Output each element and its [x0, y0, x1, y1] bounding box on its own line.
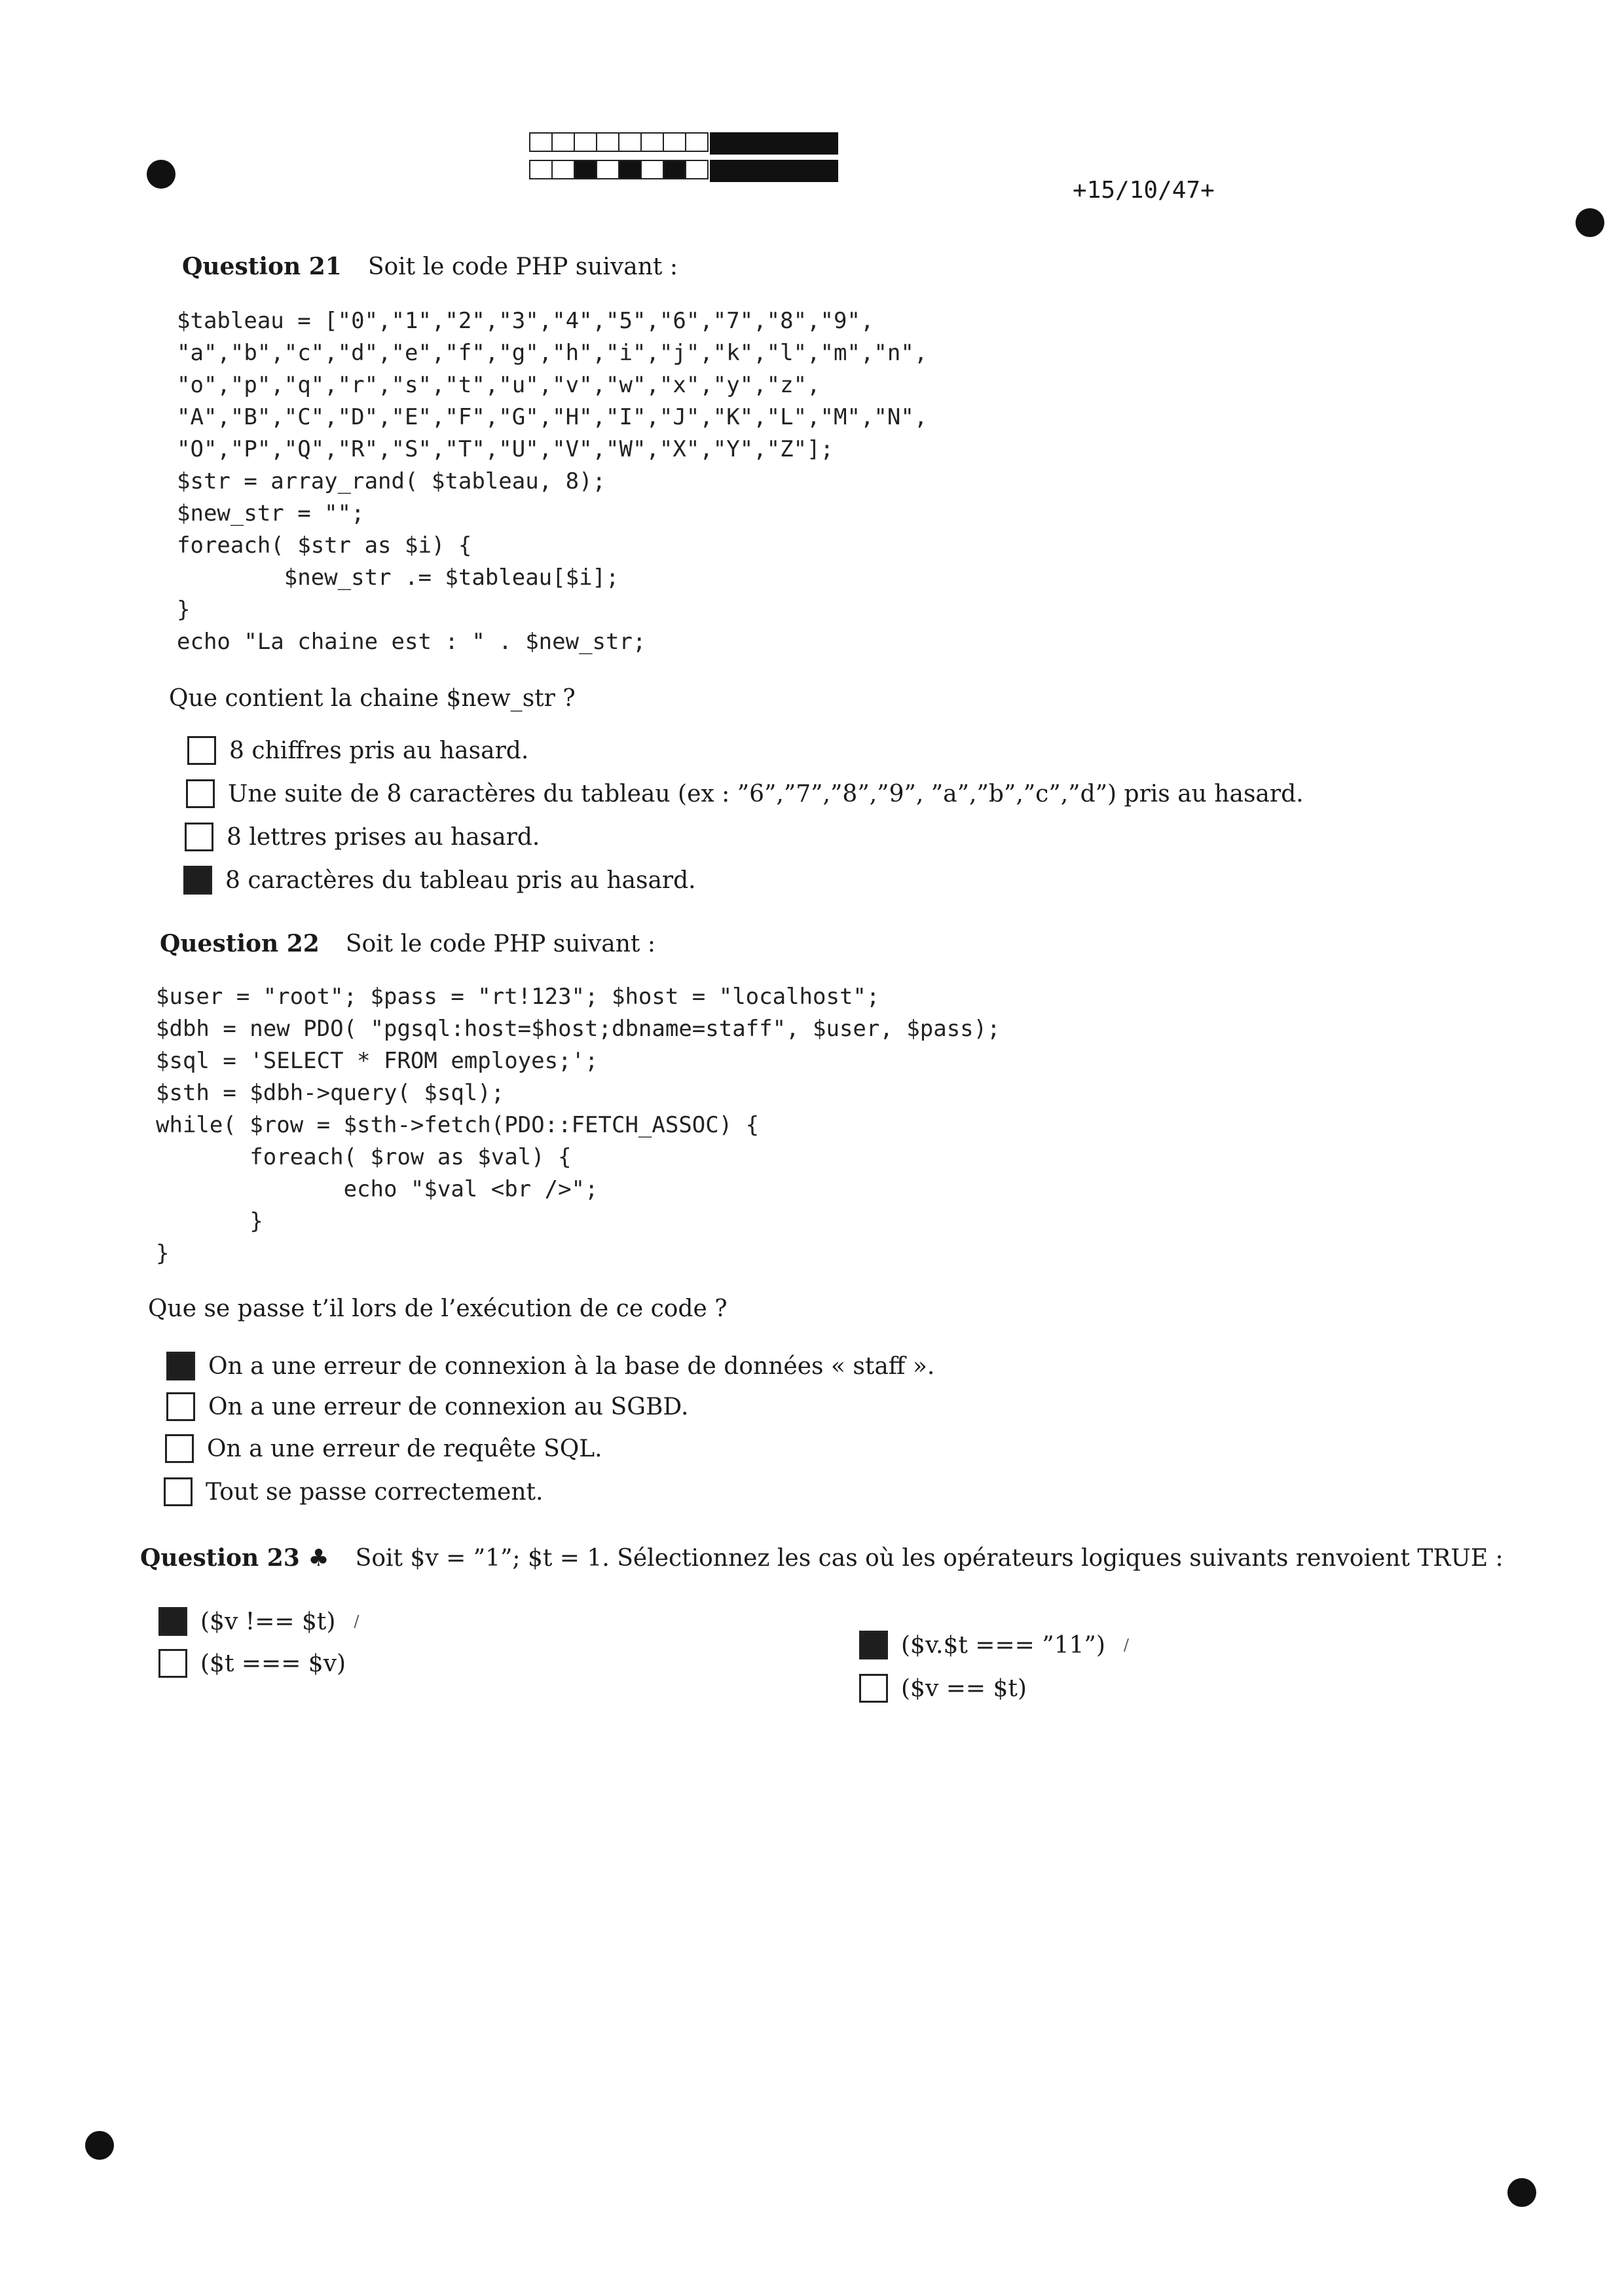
question-intro: Soit $v = ”1”; $t = 1. Sélectionnez les cas où les opérateurs logiques suivants renvoient TRUE : — [355, 1545, 1504, 1572]
question-23-option-2[interactable] — [158, 1649, 346, 1678]
question-22-option-3[interactable] — [165, 1434, 602, 1463]
option-label: Tout se passe correctement. — [206, 1478, 544, 1506]
checkbox-checked[interactable] — [166, 1352, 195, 1380]
checkbox[interactable] — [186, 779, 215, 808]
registration-mark-bottom-left — [85, 2131, 114, 2160]
option-label: Une suite de 8 caractères du tableau (ex : ”6”,”7”,”8”,”9”, ”a”,”b”,”c”,”d”) pris au hasard. — [228, 780, 1304, 807]
option-label: On a une erreur de requête SQL. — [207, 1435, 602, 1462]
question-21-prompt: Que contient la chaine $new_str ? — [169, 685, 576, 712]
checkbox[interactable] — [165, 1434, 194, 1463]
club-icon: ♣ — [308, 1544, 329, 1572]
question-22-header — [160, 930, 655, 957]
question-23-option-1[interactable] — [158, 1607, 359, 1636]
registration-mark-top-left — [147, 160, 175, 189]
question-22-prompt: Que se passe t’il lors de l’exécution de ce code ? — [148, 1295, 728, 1322]
checkbox-checked[interactable] — [158, 1607, 187, 1636]
question-23-option-3[interactable] — [859, 1631, 1129, 1659]
option-label: On a une erreur de connexion à la base de données « staff ». — [208, 1352, 935, 1380]
checkbox[interactable] — [164, 1477, 193, 1506]
option-label: 8 lettres prises au hasard. — [227, 823, 540, 851]
option-label: 8 caractères du tableau pris au hasard. — [225, 866, 696, 894]
question-22-option-1[interactable] — [166, 1352, 934, 1380]
question-21-option-2[interactable] — [186, 779, 1304, 808]
page-id: +15/10/47+ — [1073, 177, 1215, 204]
checkbox[interactable] — [158, 1649, 187, 1678]
checkbox-checked[interactable] — [859, 1631, 888, 1659]
option-label: ($v == $t) — [901, 1675, 1027, 1702]
question-22-code: $user = "root"; $pass = "rt!123"; $host = "localhost"; $dbh = new PDO( "pgsql:host=$host;dbname=staff", $user, $pass); $sql = 'SELECT * FROM employes;'; $sth = $dbh->query( $sql); while( $row = $sth->fetch(PDO::FETCH_ASSOC) { foreach( $row as $val) { echo "$val <br />"; } } — [156, 984, 1001, 1267]
checkbox[interactable] — [187, 736, 216, 765]
page-barcode-top — [529, 132, 838, 155]
question-21-code: $tableau = ["0","1","2","3","4","5","6","7","8","9", "a","b","c","d","e","f","g","h","i","j","k","l","m","n", "o","p","q","r","s","t","u","v","w","x","y","z", "A","B","C","D","E","F","G","H","I","J","K","L","M","N", "O","P","Q","R","S","T","U","V","W","X","Y","Z"]; $str = array_rand( $tableau, 8); $new_str = ""; foreach( $str as $i) { $new_str .= $tableau[$i]; } echo "La chaine est : " . $new_str; — [177, 308, 928, 655]
question-21-option-3[interactable] — [185, 823, 540, 851]
question-23-header — [140, 1544, 1504, 1572]
question-intro: Soit le code PHP suivant : — [367, 253, 678, 280]
option-label: ($t === $v) — [200, 1650, 346, 1677]
question-number: Question 22 — [160, 930, 320, 957]
option-label: ($v !== $t) — [200, 1608, 336, 1635]
question-21-option-4[interactable] — [183, 866, 696, 895]
question-intro: Soit le code PHP suivant : — [345, 931, 655, 957]
checkbox-checked[interactable] — [183, 866, 212, 895]
option-label: ($v.$t === ”11”) — [901, 1631, 1105, 1659]
question-22-option-4[interactable] — [164, 1477, 543, 1506]
option-label: 8 chiffres pris au hasard. — [229, 737, 529, 764]
question-number: Question 23 ♣ — [140, 1544, 329, 1572]
checkbox[interactable] — [859, 1674, 888, 1703]
pencil-tick-icon: / — [1123, 1636, 1129, 1654]
question-number: Question 21 — [182, 253, 342, 280]
page-barcode-bottom — [529, 160, 838, 182]
question-21-header — [182, 253, 678, 280]
registration-mark-bottom-right — [1507, 2178, 1536, 2207]
question-21-option-1[interactable] — [187, 736, 528, 765]
question-22-option-2[interactable] — [166, 1392, 688, 1421]
checkbox[interactable] — [166, 1392, 195, 1421]
registration-mark-top-right — [1576, 208, 1604, 237]
option-label: On a une erreur de connexion au SGBD. — [208, 1393, 689, 1420]
pencil-tick-icon: / — [354, 1612, 360, 1631]
checkbox[interactable] — [185, 823, 213, 851]
question-23-option-4[interactable] — [859, 1674, 1027, 1703]
